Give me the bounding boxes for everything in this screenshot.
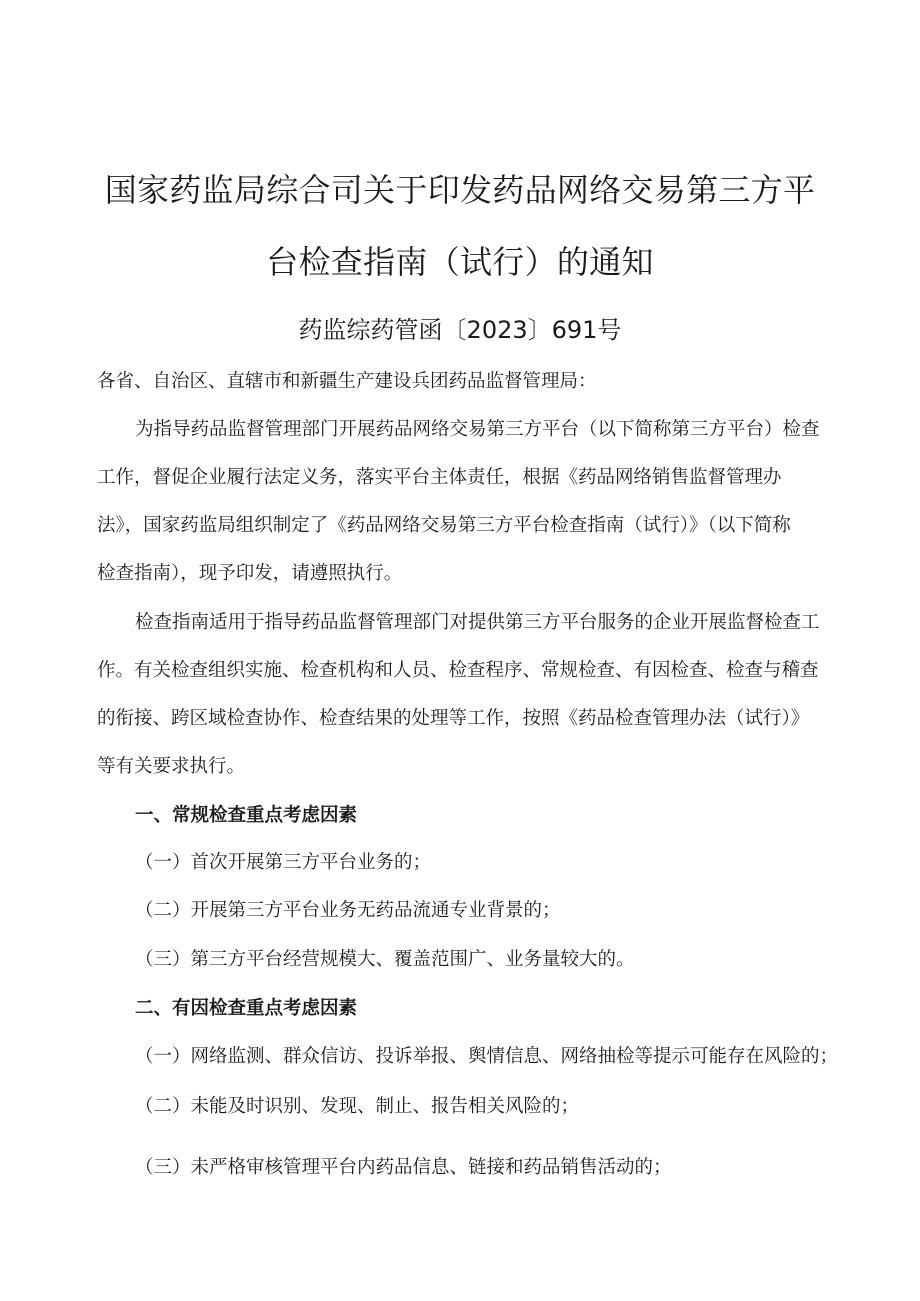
paragraph-line: 法》，国家药监局组织制定了《药品网络交易第三方平台检查指南（试行）》（以下简称 xyxy=(97,515,791,536)
section-heading: 二、有因检查重点考虑因素 xyxy=(135,998,358,1019)
document-title-line-1: 国家药监局综合司关于印发药品网络交易第三方平 xyxy=(104,171,816,209)
paragraph-line: 作。有关检查组织实施、检查机构和人员、检查程序、常规检查、有因检查、检查与稽查 xyxy=(97,660,819,681)
paragraph-line: 检查指南），现予印发，请遵照执行。 xyxy=(97,563,403,584)
paragraph-line: 等有关要求执行。 xyxy=(97,756,246,777)
section-item: （二）未能及时识别、发现、制止、报告相关风险的； xyxy=(135,1096,580,1117)
document-number: 药监综药管函〔2023〕691号 xyxy=(298,316,622,344)
section-item: （二）开展第三方平台业务无药品流通专业背景的； xyxy=(135,900,561,921)
section-item: （三）未严格审核管理平台内药品信息、链接和药品销售活动的； xyxy=(135,1157,672,1178)
paragraph-line: 工作，督促企业履行法定义务，落实平台主体责任，根据《药品网络销售监督管理办 xyxy=(97,467,782,488)
paragraph-line: 的衔接、跨区域检查协作、检查结果的处理等工作，按照《药品检查管理办法（试行）》 xyxy=(97,708,810,729)
paragraph-line: 为指导药品监督管理部门开展药品网络交易第三方平台（以下简称第三方平台）检查 xyxy=(135,419,820,440)
section-item: （一）首次开展第三方平台业务的； xyxy=(135,852,432,873)
section-item: （一）网络监测、群众信访、投诉举报、舆情信息、网络抽检等提示可能存在风险的； xyxy=(135,1046,839,1067)
paragraph-line: 检查指南适用于指导药品监督管理部门对提供第三方平台服务的企业开展监督检查工 xyxy=(135,612,820,633)
section-heading: 一、常规检查重点考虑因素 xyxy=(135,805,358,826)
section-item: （三）第三方平台经营规模大、覆盖范围广、业务量较大的。 xyxy=(135,949,635,970)
document-title-line-2: 台检查指南（试行）的通知 xyxy=(266,243,654,281)
salutation: 各省、自治区、直辖市和新疆生产建设兵团药品监督管理局： xyxy=(97,371,597,392)
